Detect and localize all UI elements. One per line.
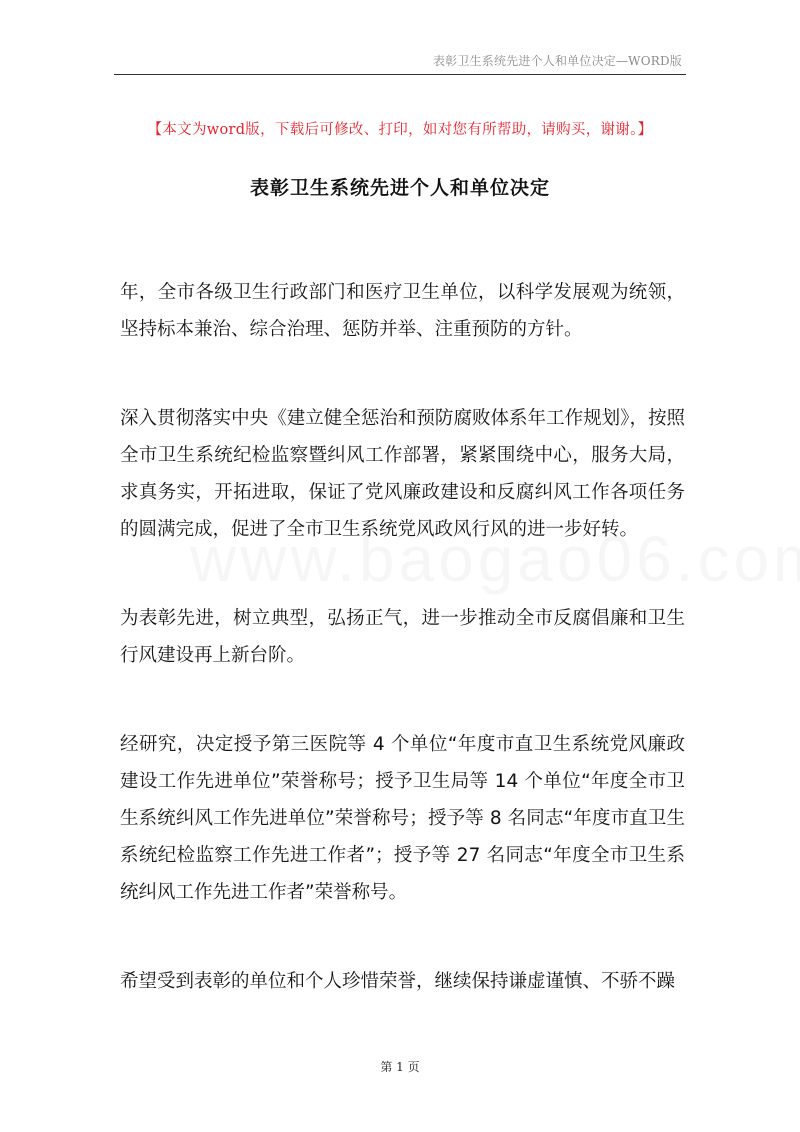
purchase-notice: 【本文为word版，下载后可修改、打印，如对您有所帮助，请购买，谢谢。】 [147, 122, 653, 138]
paragraph: 年，全市各级卫生行政部门和医疗卫生单位，以科学发展观为统领，坚持标本兼治、综合治理、惩防并举、注重预防的方针。 [120, 282, 685, 340]
paragraph: 经研究，决定授予第三医院等 4 个单位“年度市直卫生系统党风廉政建设工作先进单位”荣誉称号；授予卫生局等 14 个单位“年度全市卫生系统纠风工作先进单位”荣誉称号；授予等 8 名同志“年度市直卫生系统纪检监察工作先进工作者”；授予等 27 名同志“年度全市卫生系统纠风工作先进工作者”荣誉称号。 [120, 734, 685, 903]
document-body [120, 274, 685, 1000]
paragraph: 为表彰先进，树立典型，弘扬正气，进一步推动全市反腐倡廉和卫生行风建设再上新台阶。 [120, 608, 685, 666]
running-header: 表彰卫生系统先进个人和单位决定—WORD版 [432, 54, 682, 68]
page-number: 第 1 页 [380, 1060, 420, 1074]
paragraph: 希望受到表彰的单位和个人珍惜荣誉，继续保持谦虚谨慎、不骄不躁 [120, 971, 676, 992]
document-title: 表彰卫生系统先进个人和单位决定 [249, 177, 550, 199]
header-divider [114, 74, 686, 75]
paragraph: 深入贯彻落实中央《建立健全惩治和预防腐败体系年工作规划》，按照全市卫生系统纪检监察暨纠风工作部署，紧紧围绕中心，服务大局，求真务实，开拓进取，保证了党风廉政建设和反腐纠风工作各项任务的圆满完成，促进了全市卫生系统党风政风行风的进一步好转。 [120, 408, 685, 540]
